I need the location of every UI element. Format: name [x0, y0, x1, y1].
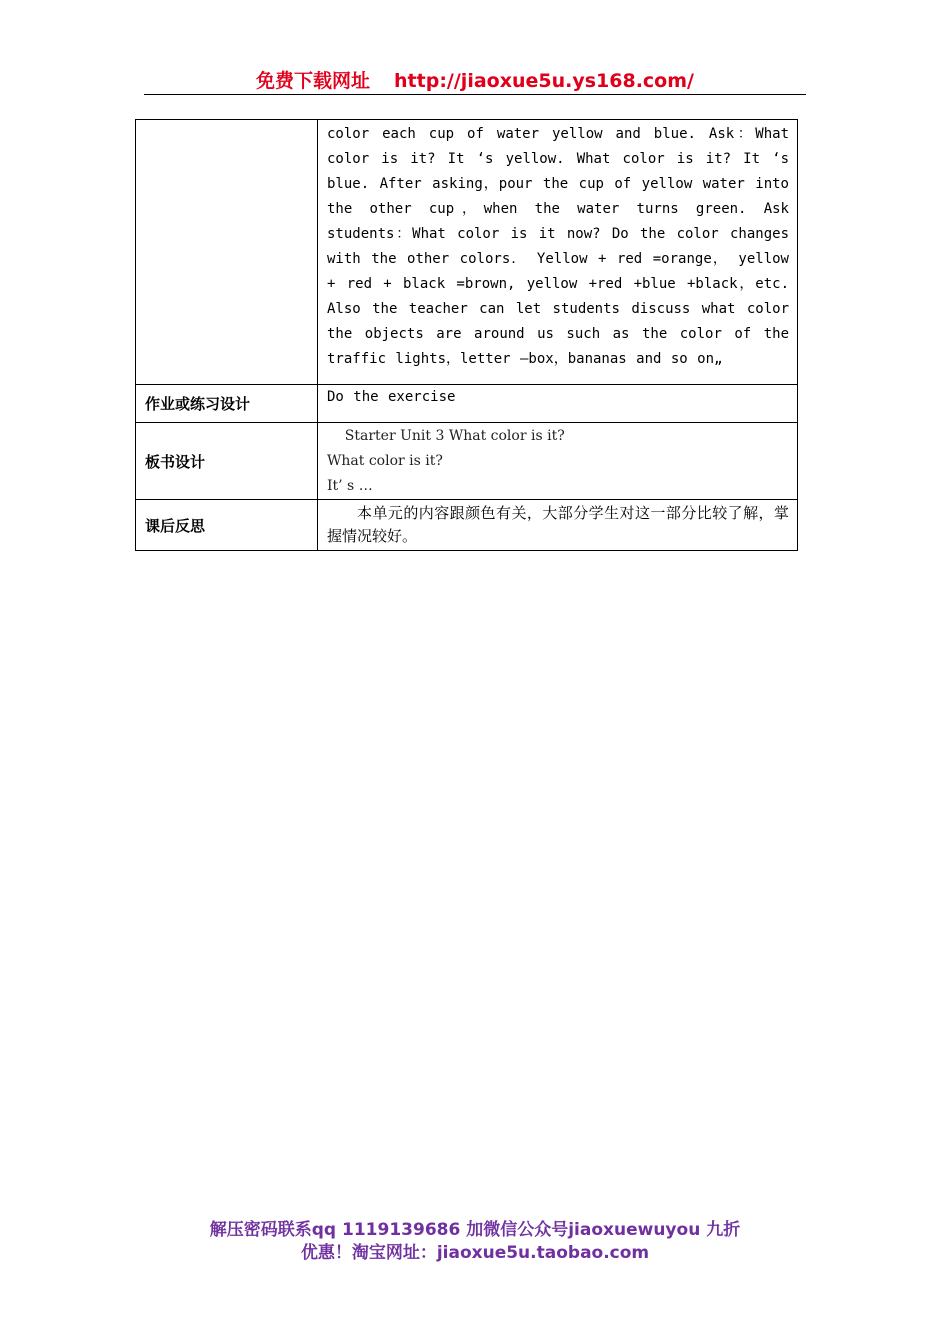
homework-text: Do the exercise [327, 389, 456, 405]
table-row-board-design [136, 423, 798, 500]
header-label: 免费下载网址 [256, 70, 371, 92]
board-line-1: Starter Unit 3 What color is it? [327, 428, 565, 444]
board-line-3: It’ s … [327, 478, 373, 494]
procedure-text: color each cup of water yellow and blue. Ask：What color is it? It ‘s yellow. What color is it? It ‘s blue. After asking，pour the cup of yellow water into the other cup，when the water turns green. Ask students：What color is it now? Do the color changes with the other colors． Yellow + red =orange， yellow + red + black =brown, yellow +red +blue +black，etc. Also the teacher can let students discuss what color the objects are around us such as the color of the traffic lights，letter —box，bananas and so on„ [327, 126, 789, 367]
homework-label: 作业或练习设计 [136, 385, 318, 423]
procedure-content-cell [318, 120, 798, 385]
procedure-label-cell [136, 120, 318, 385]
table-row-homework [136, 385, 798, 423]
reflection-label: 课后反思 [136, 500, 318, 551]
table-row-procedure [136, 120, 798, 385]
header-url[interactable]: http://jiaoxue5u.ys168.com/ [394, 70, 694, 92]
footer-line-1: 解压密码联系qq 1119139686 加微信公众号jiaoxuewuyou 九折 [209, 1220, 741, 1240]
lesson-plan-table [135, 119, 798, 551]
homework-content-cell [318, 385, 798, 423]
board-line-2: What color is it? [327, 453, 443, 469]
table-row-reflection [136, 500, 798, 551]
page-footer [0, 1219, 950, 1265]
reflection-content-cell [318, 500, 798, 551]
footer-line-2: 优惠！淘宝网址：jiaoxue5u.taobao.com [300, 1243, 650, 1263]
reflection-text: 本单元的内容跟颜色有关，大部分学生对这一部分比较了解，掌握情况较好。 [327, 504, 789, 545]
page-header [144, 66, 806, 95]
board-design-content-cell [318, 423, 798, 500]
board-design-label: 板书设计 [136, 423, 318, 500]
